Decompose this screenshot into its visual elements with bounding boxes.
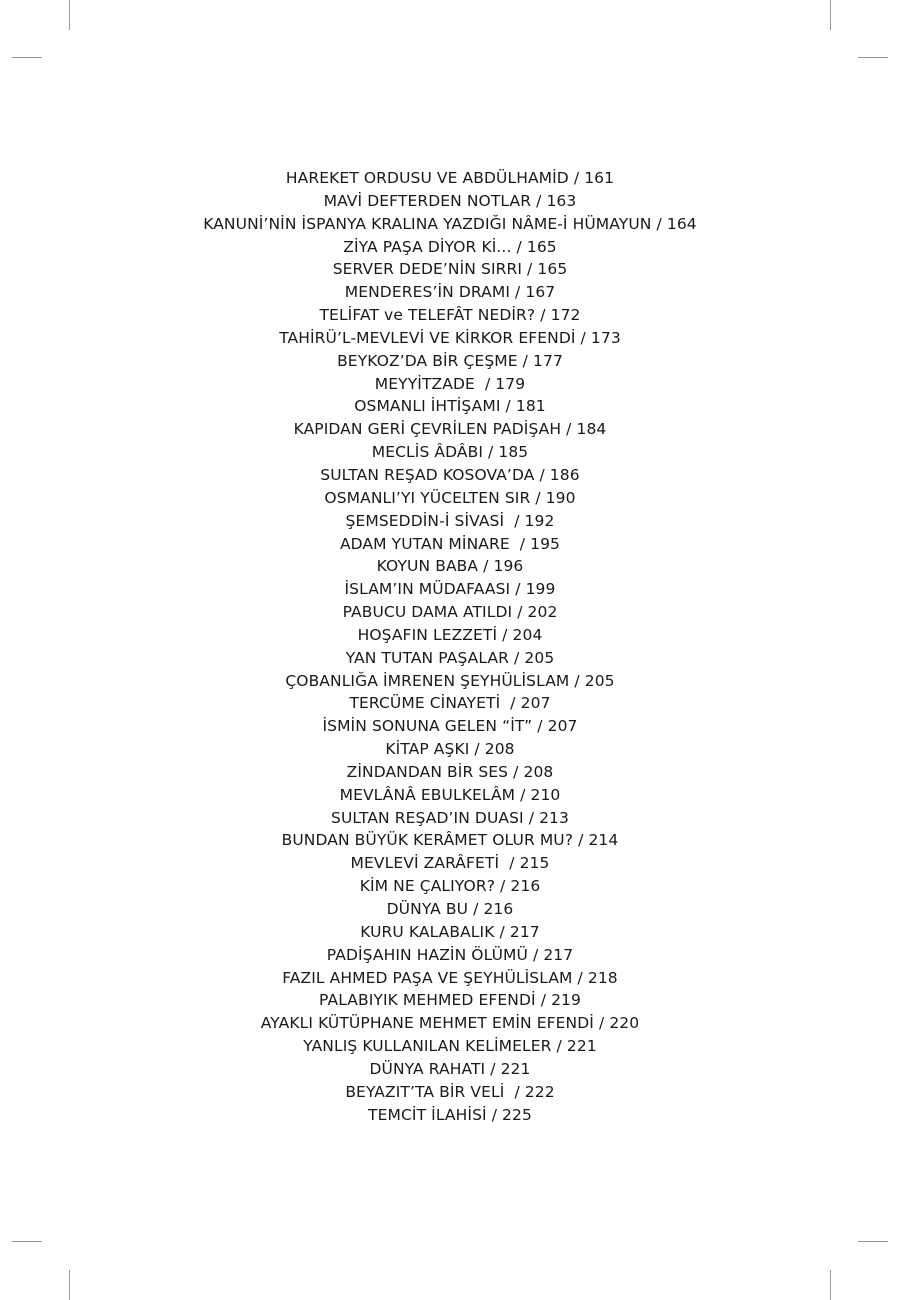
- toc-entry: DÜNYA RAHATI / 221: [369, 1059, 531, 1078]
- toc-entry: ZİNDANDAN BİR SES / 208: [346, 762, 554, 781]
- crop-mark-bottom-right-horizontal: [858, 1241, 888, 1242]
- toc-entry: KİTAP AŞKI / 208: [385, 740, 515, 759]
- toc-entry: KAPIDAN GERİ ÇEVRİLEN PADİŞAH / 184: [293, 420, 607, 439]
- toc-entry: AYAKLI KÜTÜPHANE MEHMET EMİN EFENDİ / 220: [260, 1014, 640, 1033]
- crop-mark-top-right-vertical: [830, 0, 831, 30]
- toc-entry: KOYUN BABA / 196: [376, 557, 524, 576]
- toc-entry: BUNDAN BÜYÜK KERÂMET OLUR MU? / 214: [281, 831, 619, 850]
- crop-mark-top-right-horizontal: [858, 57, 888, 58]
- toc-entry: SULTAN REŞAD KOSOVA’DA / 186: [320, 465, 580, 484]
- toc-entry: TELİFAT ve TELEFÂT NEDİR? / 172: [319, 306, 581, 325]
- crop-mark-bottom-left-horizontal: [12, 1241, 42, 1242]
- toc-entry: ADAM YUTAN MİNARE / 195: [339, 534, 561, 553]
- toc-entry: TAHİRÜ’L-MEVLEVİ VE KİRKOR EFENDİ / 173: [279, 328, 621, 347]
- toc-entry: MEYYİTZADE / 179: [374, 374, 526, 393]
- crop-mark-bottom-left-vertical: [69, 1270, 70, 1300]
- toc-entry: MENDERES’İN DRAMI / 167: [344, 283, 556, 302]
- toc-entry: MEVLEVİ ZARÂFETİ / 215: [350, 854, 550, 873]
- table-of-contents: [0, 167, 900, 1126]
- toc-entry: OSMANLI İHTİŞAMI / 181: [354, 397, 546, 416]
- toc-entry: MEVLÂNÂ EBULKELÂM / 210: [339, 785, 561, 804]
- toc-entry: ŞEMSEDDİN-İ SİVASİ / 192: [345, 511, 555, 530]
- toc-entry: PALABIYIK MEHMED EFENDİ / 219: [319, 991, 581, 1010]
- toc-entry: SULTAN REŞAD’IN DUASI / 213: [331, 808, 569, 827]
- toc-entry: ÇOBANLIĞA İMRENEN ŞEYHÜLİSLAM / 205: [285, 671, 615, 690]
- toc-entry: BEYKOZ’DA BİR ÇEŞME / 177: [337, 351, 563, 370]
- toc-entry: KİM NE ÇALIYOR? / 216: [359, 877, 541, 896]
- toc-entry: SERVER DEDE’NİN SIRRI / 165: [332, 260, 568, 279]
- toc-entry: ZİYA PAŞA DİYOR Kİ... / 165: [343, 237, 557, 256]
- toc-entry: MECLİS ÂDÂBI / 185: [371, 443, 529, 462]
- toc-entry: KURU KALABALIK / 217: [360, 922, 540, 941]
- toc-entry: FAZIL AHMED PAŞA VE ŞEYHÜLİSLAM / 218: [282, 968, 618, 987]
- toc-entry: TERCÜME CİNAYETİ / 207: [349, 694, 551, 713]
- toc-entry: BEYAZIT’TA BİR VELİ / 222: [345, 1082, 555, 1101]
- toc-entry: HOŞAFIN LEZZETİ / 204: [357, 625, 543, 644]
- crop-mark-top-left-horizontal: [12, 57, 42, 58]
- crop-mark-top-left-vertical: [69, 0, 70, 30]
- toc-entry: YANLIŞ KULLANILAN KELİMELER / 221: [303, 1037, 597, 1056]
- toc-entry: OSMANLI’YI YÜCELTEN SIR / 190: [324, 488, 576, 507]
- toc-entry: TEMCİT İLAHİSİ / 225: [368, 1105, 532, 1124]
- toc-entry: MAVİ DEFTERDEN NOTLAR / 163: [323, 191, 577, 210]
- toc-entry: İSLAM’IN MÜDAFAASI / 199: [344, 580, 556, 599]
- toc-entry: İSMİN SONUNA GELEN “İT” / 207: [322, 717, 578, 736]
- toc-entry: PADİŞAHIN HAZİN ÖLÜMÜ / 217: [326, 945, 574, 964]
- toc-entry: DÜNYA BU / 216: [386, 900, 514, 918]
- toc-entry: KANUNİ’NİN İSPANYA KRALINA YAZDIĞI NÂME-İ HÜMAYUN / 164: [203, 214, 697, 233]
- toc-entry: YAN TUTAN PAŞALAR / 205: [345, 648, 555, 667]
- toc-entry: PABUCU DAMA ATILDI / 202: [342, 603, 558, 622]
- toc-entry: HAREKET ORDUSU VE ABDÜLHAMİD / 161: [285, 169, 615, 187]
- crop-mark-bottom-right-vertical: [830, 1270, 831, 1300]
